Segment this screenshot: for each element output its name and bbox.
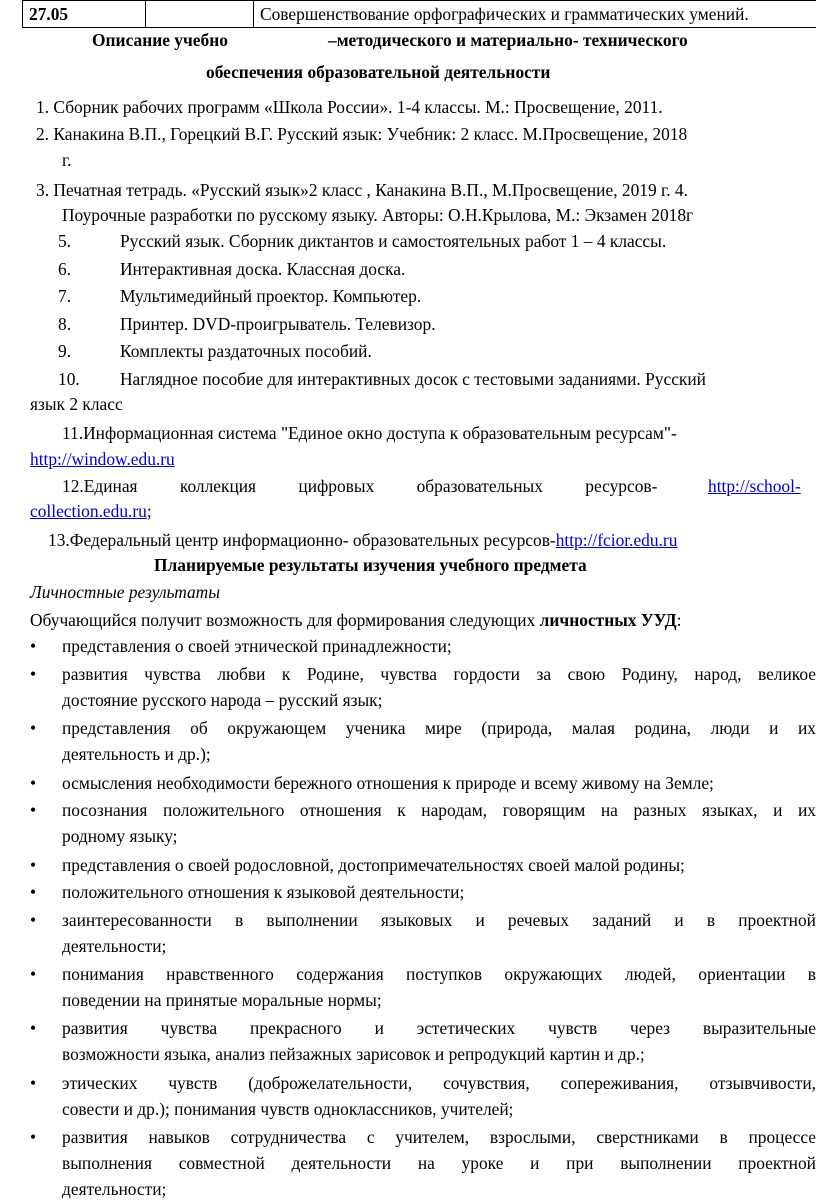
resource-item-12-cont [30, 499, 152, 523]
list-item-text: деятельности; [62, 1177, 166, 1201]
list-item-text: представления о своей этнической принадлежности; [62, 634, 452, 658]
results-section-title: Планируемые результаты изучения учебного предмета [154, 553, 587, 577]
list-item-text: развития чувства прекрасного и эстетических чувств через выразительные [62, 1016, 816, 1040]
bullet-icon: • [30, 1016, 36, 1040]
lesson-table-row [22, 0, 816, 28]
school-collection-link-part2[interactable]: collection.edu.ru [30, 501, 147, 521]
resource-item-10: Наглядное пособие для интерактивных досок с тестовыми заданиями. Русский [120, 367, 706, 391]
school-collection-link-part1[interactable]: http://school- [708, 474, 801, 498]
resource-item-5: Русский язык. Сборник диктантов и самостоятельных работ 1 – 4 классы. [120, 229, 666, 253]
bullet-icon: • [30, 771, 36, 795]
resource-item-9: Комплекты раздаточных пособий. [120, 339, 372, 363]
resource-item-8: Принтер. DVD-проигрыватель. Телевизор. [120, 312, 436, 336]
list-item-text: достояние русского народа – русский язык; [62, 688, 382, 712]
list-item-text: этических чувств (доброжелательности, сочувствия, сопереживания, отзывчивости, [62, 1071, 816, 1095]
bullet-icon: • [30, 1071, 36, 1095]
lesson-empty-cell [146, 1, 254, 28]
resource-item-2: 2. Канакина В.П., Горецкий В.Г. Русский язык: Учебник: 2 класс. М.Просвещение, 2018 [36, 122, 687, 146]
lesson-topic-cell: Совершенствование орфографических и грамматических умений. [254, 1, 816, 28]
list-item-text: посознания положительного отношения к народам, говорящим на разных языках, и их [62, 798, 816, 822]
resource-item-10-number: 10. [58, 367, 80, 391]
list-item-text: развития навыков сотрудничества с учителем, взрослыми, сверстниками в процессе [62, 1125, 816, 1149]
bullet-icon: • [30, 853, 36, 877]
bullet-icon: • [30, 908, 36, 932]
list-item-text: заинтересованности в выполнении языковых и речевых заданий и в проектной [62, 908, 816, 932]
section-title-part1: Описание учебно [92, 28, 228, 52]
resource-item-4: Поурочные разработки по русскому языку. Авторы: О.Н.Крылова, М.: Экзамен 2018г [62, 203, 693, 227]
resource-item-10-cont: язык 2 класс [30, 392, 123, 416]
resource-item-3: 3. Печатная тетрадь. «Русский язык»2 класс , Канакина В.П., М.Просвещение, 2019 г. 4. [36, 178, 688, 202]
section-title-line2: обеспечения образовательной деятельности [206, 60, 550, 84]
resource-item-12 [62, 474, 816, 498]
list-item-text: представления об окружающем ученика мире (природа, малая родина, люди и их [62, 716, 816, 740]
intro-bold-text: личностных УУД [540, 610, 677, 630]
intro-text: Обучающийся получит возможность для формирования следующих [30, 610, 540, 630]
window-edu-link-text[interactable]: http://window.edu.ru [30, 449, 175, 469]
lesson-date-cell: 27.05 [23, 1, 146, 28]
resource-item-13-text: 13.Федеральный центр информационно- образовательных ресурсов- [48, 530, 556, 550]
bullet-icon: • [30, 880, 36, 904]
list-item-text: понимания нравственного содержания поступков окружающих людей, ориентации в [62, 962, 816, 986]
resource-item-6: Интерактивная доска. Классная доска. [120, 257, 405, 281]
list-item-text: совести и др.); понимания чувств одноклассников, учителей; [62, 1097, 514, 1121]
list-item-text: осмысления необходимости бережного отношения к природе и всему живому на Земле; [62, 771, 714, 795]
fcior-edu-link[interactable]: http://fcior.edu.ru [556, 530, 678, 550]
resource-item-12-tail: ; [147, 501, 152, 521]
bullet-icon: • [30, 716, 36, 740]
personal-results-intro [30, 608, 681, 632]
resource-item-1: 1. Сборник рабочих программ «Школа России». 1-4 классы. М.: Просвещение, 2011. [36, 95, 663, 119]
list-item-text: положительного отношения к языковой деятельности; [62, 880, 464, 904]
resource-item-9-number: 9. [58, 339, 71, 363]
section-title-part2: –методического и материально- технического [328, 28, 688, 52]
bullet-icon: • [30, 962, 36, 986]
bullet-icon: • [30, 798, 36, 822]
list-item-text: деятельности; [62, 934, 166, 958]
list-item-text: возможности языка, анализ пейзажных зарисовок и репродукций картин и др.; [62, 1042, 645, 1066]
list-item-text: развития чувства любви к Родине, чувства гордости за свою Родину, народ, великое [62, 662, 816, 686]
resource-item-7: Мультимедийный проектор. Компьютер. [120, 284, 421, 308]
list-item-text: деятельность и др.); [62, 742, 211, 766]
list-item-text: выполнения совместной деятельности на уроке и при выполнении проектной [62, 1151, 816, 1175]
bullet-icon: • [30, 662, 36, 686]
list-item-text: представления о своей родословной, достопримечательностях своей малой родины; [62, 853, 685, 877]
resource-item-11-text: 11.Информационная система "Единое окно доступа к образовательным ресурсам"- [62, 421, 677, 445]
bullet-icon: • [30, 1125, 36, 1149]
resource-item-13 [48, 528, 677, 552]
list-item-text: поведении на принятые моральные нормы; [62, 988, 382, 1012]
bullet-icon: • [30, 634, 36, 658]
resource-item-11 [62, 421, 816, 445]
personal-results-subtitle: Личностные результаты [30, 580, 220, 604]
list-item-text: родному языку; [62, 824, 178, 848]
intro-colon: : [677, 610, 682, 630]
resource-item-6-number: 6. [58, 257, 71, 281]
resource-item-12-text: 12.Единая коллекция цифровых образовательных ресурсов- [62, 476, 657, 496]
window-edu-link[interactable] [30, 447, 175, 471]
resource-item-7-number: 7. [58, 284, 71, 308]
resource-item-2-cont: г. [62, 148, 72, 172]
resource-item-5-number: 5. [58, 229, 71, 253]
resource-item-8-number: 8. [58, 312, 71, 336]
